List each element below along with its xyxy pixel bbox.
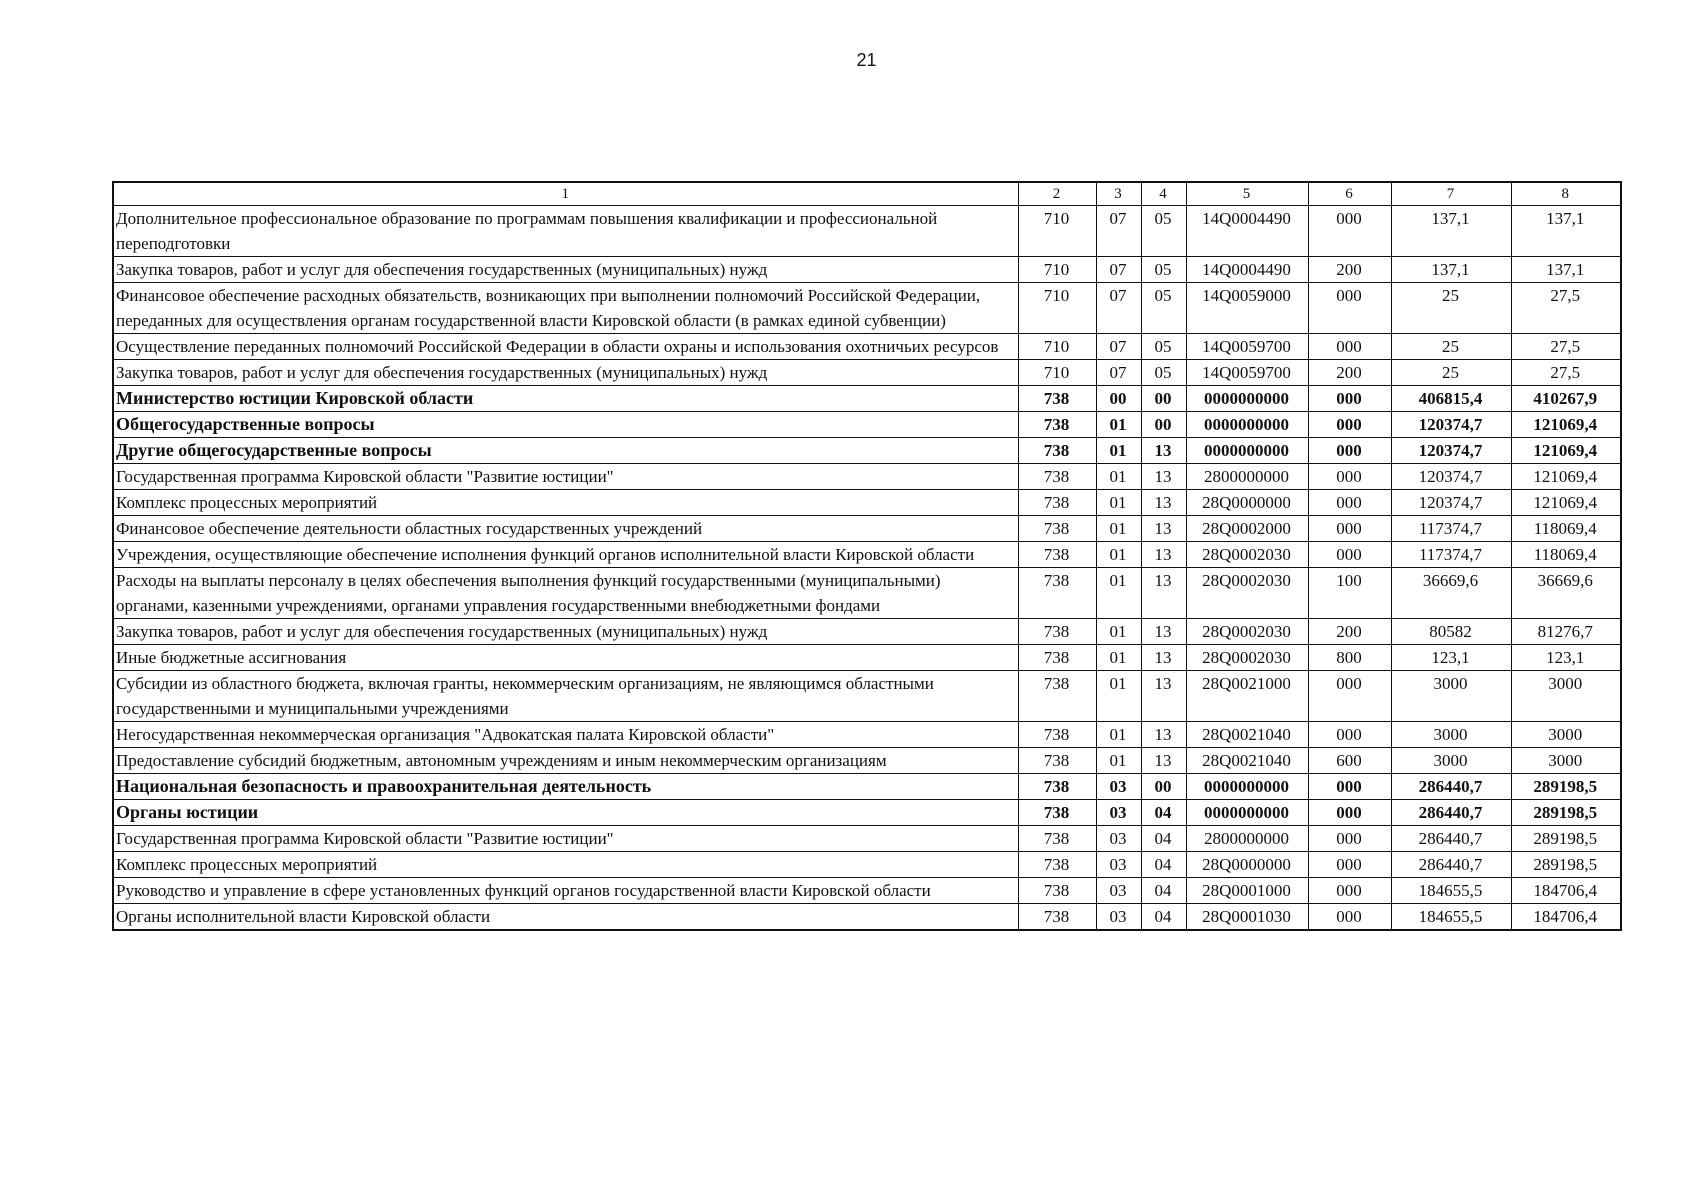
table-row: [113, 257, 1621, 283]
column-header: 8: [1511, 182, 1621, 206]
target-article-code: 28Q0002000: [1186, 516, 1308, 542]
amount-col-7: 117374,7: [1391, 542, 1511, 568]
row-name: Финансовое обеспечение деятельности областных государственных учреждений: [113, 516, 1018, 542]
amount-col-7: 3000: [1391, 671, 1511, 722]
expense-type-code: 000: [1308, 206, 1391, 257]
table-row: [113, 671, 1621, 722]
table-row: [113, 490, 1621, 516]
subsection-code: 13: [1141, 619, 1186, 645]
subsection-code: 05: [1141, 283, 1186, 334]
expense-type-code: 000: [1308, 334, 1391, 360]
target-article-code: 28Q0001030: [1186, 904, 1308, 931]
gr-code: 710: [1018, 360, 1096, 386]
target-article-code: 28Q0021000: [1186, 671, 1308, 722]
column-header: 1: [113, 182, 1018, 206]
subsection-code: 13: [1141, 438, 1186, 464]
amount-col-7: 120374,7: [1391, 490, 1511, 516]
target-article-code: 2800000000: [1186, 826, 1308, 852]
row-name: Руководство и управление в сфере установленных функций органов государственной власти Кировской области: [113, 878, 1018, 904]
subsection-code: 13: [1141, 645, 1186, 671]
gr-code: 738: [1018, 748, 1096, 774]
target-article-code: 28Q0001000: [1186, 878, 1308, 904]
target-article-code: 0000000000: [1186, 438, 1308, 464]
gr-code: 738: [1018, 438, 1096, 464]
expense-type-code: 000: [1308, 464, 1391, 490]
gr-code: 738: [1018, 671, 1096, 722]
amount-col-7: 286440,7: [1391, 826, 1511, 852]
gr-code: 738: [1018, 852, 1096, 878]
target-article-code: 2800000000: [1186, 464, 1308, 490]
table-row: [113, 878, 1621, 904]
subsection-code: 00: [1141, 386, 1186, 412]
subsection-code: 13: [1141, 490, 1186, 516]
section-code: 01: [1096, 722, 1141, 748]
column-header: 5: [1186, 182, 1308, 206]
expense-type-code: 000: [1308, 774, 1391, 800]
gr-code: 738: [1018, 619, 1096, 645]
row-name: Государственная программа Кировской области "Развитие юстиции": [113, 826, 1018, 852]
table-row: [113, 360, 1621, 386]
gr-code: 738: [1018, 878, 1096, 904]
section-code: 01: [1096, 542, 1141, 568]
target-article-code: 14Q0004490: [1186, 257, 1308, 283]
table-header-row: [113, 182, 1621, 206]
expense-type-code: 200: [1308, 619, 1391, 645]
amount-col-8: 81276,7: [1511, 619, 1621, 645]
row-name: Органы исполнительной власти Кировской области: [113, 904, 1018, 931]
table-row: [113, 283, 1621, 334]
table-row: [113, 852, 1621, 878]
amount-col-7: 25: [1391, 334, 1511, 360]
amount-col-7: 184655,5: [1391, 878, 1511, 904]
expense-type-code: 000: [1308, 490, 1391, 516]
subsection-code: 04: [1141, 826, 1186, 852]
expense-type-code: 200: [1308, 257, 1391, 283]
target-article-code: 28Q0021040: [1186, 722, 1308, 748]
target-article-code: 14Q0059700: [1186, 360, 1308, 386]
subsection-code: 04: [1141, 904, 1186, 931]
column-header: 2: [1018, 182, 1096, 206]
expense-type-code: 000: [1308, 826, 1391, 852]
row-name: Осуществление переданных полномочий Российской Федерации в области охраны и использования охотничьих ресурсов: [113, 334, 1018, 360]
expense-type-code: 000: [1308, 283, 1391, 334]
amount-col-8: 137,1: [1511, 206, 1621, 257]
section-code: 07: [1096, 206, 1141, 257]
expense-type-code: 100: [1308, 568, 1391, 619]
row-name: Комплекс процессных мероприятий: [113, 852, 1018, 878]
row-name: Негосударственная некоммерческая организация "Адвокатская палата Кировской области": [113, 722, 1018, 748]
expense-type-code: 000: [1308, 722, 1391, 748]
row-name: Комплекс процессных мероприятий: [113, 490, 1018, 516]
target-article-code: 28Q0002030: [1186, 542, 1308, 568]
target-article-code: 28Q0002030: [1186, 568, 1308, 619]
table-row: [113, 800, 1621, 826]
amount-col-7: 137,1: [1391, 257, 1511, 283]
expense-type-code: 000: [1308, 852, 1391, 878]
gr-code: 738: [1018, 645, 1096, 671]
target-article-code: 0000000000: [1186, 774, 1308, 800]
row-name: Органы юстиции: [113, 800, 1018, 826]
subsection-code: 05: [1141, 334, 1186, 360]
section-code: 07: [1096, 360, 1141, 386]
subsection-code: 13: [1141, 464, 1186, 490]
gr-code: 738: [1018, 568, 1096, 619]
gr-code: 738: [1018, 464, 1096, 490]
section-code: 03: [1096, 826, 1141, 852]
table-row: [113, 206, 1621, 257]
table-row: [113, 516, 1621, 542]
gr-code: 738: [1018, 826, 1096, 852]
row-name: Закупка товаров, работ и услуг для обеспечения государственных (муниципальных) нужд: [113, 360, 1018, 386]
row-name: Субсидии из областного бюджета, включая гранты, некоммерческим организациям, не являющимся областными государственными и муниципальными учреждениями: [113, 671, 1018, 722]
subsection-code: 04: [1141, 878, 1186, 904]
amount-col-7: 123,1: [1391, 645, 1511, 671]
amount-col-8: 137,1: [1511, 257, 1621, 283]
amount-col-7: 286440,7: [1391, 774, 1511, 800]
amount-col-8: 36669,6: [1511, 568, 1621, 619]
target-article-code: 28Q0002030: [1186, 619, 1308, 645]
expense-type-code: 000: [1308, 386, 1391, 412]
amount-col-7: 117374,7: [1391, 516, 1511, 542]
table-row: [113, 412, 1621, 438]
row-name: Закупка товаров, работ и услуг для обеспечения государственных (муниципальных) нужд: [113, 257, 1018, 283]
amount-col-7: 286440,7: [1391, 800, 1511, 826]
subsection-code: 04: [1141, 800, 1186, 826]
expense-type-code: 000: [1308, 800, 1391, 826]
section-code: 01: [1096, 671, 1141, 722]
amount-col-8: 121069,4: [1511, 412, 1621, 438]
row-name: Учреждения, осуществляющие обеспечение исполнения функций органов исполнительной власти Кировской области: [113, 542, 1018, 568]
target-article-code: 0000000000: [1186, 412, 1308, 438]
amount-col-8: 410267,9: [1511, 386, 1621, 412]
section-code: 01: [1096, 412, 1141, 438]
subsection-code: 13: [1141, 748, 1186, 774]
section-code: 03: [1096, 852, 1141, 878]
row-name: Дополнительное профессиональное образование по программам повышения квалификации и профессиональной переподготовки: [113, 206, 1018, 257]
table-row: [113, 774, 1621, 800]
amount-col-8: 27,5: [1511, 283, 1621, 334]
amount-col-7: 25: [1391, 360, 1511, 386]
row-name: Закупка товаров, работ и услуг для обеспечения государственных (муниципальных) нужд: [113, 619, 1018, 645]
subsection-code: 13: [1141, 671, 1186, 722]
target-article-code: 0000000000: [1186, 800, 1308, 826]
subsection-code: 05: [1141, 360, 1186, 386]
table-row: [113, 386, 1621, 412]
amount-col-7: 137,1: [1391, 206, 1511, 257]
row-name: Общегосударственные вопросы: [113, 412, 1018, 438]
amount-col-8: 3000: [1511, 722, 1621, 748]
subsection-code: 00: [1141, 774, 1186, 800]
amount-col-7: 120374,7: [1391, 412, 1511, 438]
expense-type-code: 000: [1308, 438, 1391, 464]
section-code: 01: [1096, 619, 1141, 645]
amount-col-8: 121069,4: [1511, 438, 1621, 464]
section-code: 01: [1096, 490, 1141, 516]
amount-col-8: 27,5: [1511, 360, 1621, 386]
table-row: [113, 826, 1621, 852]
gr-code: 710: [1018, 206, 1096, 257]
table-row: [113, 619, 1621, 645]
section-code: 03: [1096, 800, 1141, 826]
target-article-code: 14Q0059000: [1186, 283, 1308, 334]
gr-code: 738: [1018, 386, 1096, 412]
column-header: 3: [1096, 182, 1141, 206]
target-article-code: 0000000000: [1186, 386, 1308, 412]
column-header: 7: [1391, 182, 1511, 206]
amount-col-8: 118069,4: [1511, 542, 1621, 568]
amount-col-8: 289198,5: [1511, 826, 1621, 852]
amount-col-7: 25: [1391, 283, 1511, 334]
table-row: [113, 645, 1621, 671]
table-row: [113, 334, 1621, 360]
column-header: 6: [1308, 182, 1391, 206]
column-header: 4: [1141, 182, 1186, 206]
row-name: Иные бюджетные ассигнования: [113, 645, 1018, 671]
amount-col-7: 80582: [1391, 619, 1511, 645]
section-code: 03: [1096, 774, 1141, 800]
amount-col-7: 36669,6: [1391, 568, 1511, 619]
expense-type-code: 000: [1308, 904, 1391, 931]
table-row: [113, 438, 1621, 464]
subsection-code: 13: [1141, 516, 1186, 542]
expense-type-code: 000: [1308, 878, 1391, 904]
row-name: Другие общегосударственные вопросы: [113, 438, 1018, 464]
table-row: [113, 904, 1621, 931]
subsection-code: 13: [1141, 568, 1186, 619]
expense-type-code: 800: [1308, 645, 1391, 671]
section-code: 01: [1096, 464, 1141, 490]
gr-code: 710: [1018, 257, 1096, 283]
table-row: [113, 464, 1621, 490]
table-row: [113, 568, 1621, 619]
target-article-code: 14Q0004490: [1186, 206, 1308, 257]
amount-col-7: 3000: [1391, 748, 1511, 774]
expense-type-code: 200: [1308, 360, 1391, 386]
gr-code: 738: [1018, 774, 1096, 800]
subsection-code: 00: [1141, 412, 1186, 438]
gr-code: 738: [1018, 490, 1096, 516]
gr-code: 738: [1018, 542, 1096, 568]
amount-col-8: 289198,5: [1511, 800, 1621, 826]
section-code: 07: [1096, 283, 1141, 334]
expense-type-code: 000: [1308, 542, 1391, 568]
gr-code: 738: [1018, 800, 1096, 826]
section-code: 01: [1096, 645, 1141, 671]
amount-col-8: 123,1: [1511, 645, 1621, 671]
expense-type-code: 000: [1308, 671, 1391, 722]
section-code: 00: [1096, 386, 1141, 412]
amount-col-8: 118069,4: [1511, 516, 1621, 542]
target-article-code: 14Q0059700: [1186, 334, 1308, 360]
section-code: 01: [1096, 568, 1141, 619]
subsection-code: 13: [1141, 542, 1186, 568]
amount-col-8: 121069,4: [1511, 464, 1621, 490]
amount-col-8: 184706,4: [1511, 878, 1621, 904]
row-name: Финансовое обеспечение расходных обязательств, возникающих при выполнении полномочий Российской Федерации, переданных для осуществления органам государственной власти Кировской области (в рамках единой субвенции): [113, 283, 1018, 334]
amount-col-8: 3000: [1511, 748, 1621, 774]
amount-col-8: 289198,5: [1511, 852, 1621, 878]
section-code: 07: [1096, 334, 1141, 360]
amount-col-7: 120374,7: [1391, 438, 1511, 464]
amount-col-8: 289198,5: [1511, 774, 1621, 800]
gr-code: 710: [1018, 334, 1096, 360]
row-name: Национальная безопасность и правоохранительная деятельность: [113, 774, 1018, 800]
section-code: 03: [1096, 878, 1141, 904]
target-article-code: 28Q0000000: [1186, 852, 1308, 878]
gr-code: 738: [1018, 904, 1096, 931]
gr-code: 738: [1018, 516, 1096, 542]
amount-col-7: 184655,5: [1391, 904, 1511, 931]
amount-col-8: 184706,4: [1511, 904, 1621, 931]
row-name: Расходы на выплаты персоналу в целях обеспечения выполнения функций государственными (муниципальными) органами, казенными учреждениями, органами управления государственными внебюджетными фондами: [113, 568, 1018, 619]
budget-table: [112, 181, 1622, 931]
target-article-code: 28Q0000000: [1186, 490, 1308, 516]
amount-col-8: 121069,4: [1511, 490, 1621, 516]
expense-type-code: 000: [1308, 412, 1391, 438]
amount-col-7: 120374,7: [1391, 464, 1511, 490]
page-number: 21: [856, 50, 877, 70]
amount-col-8: 3000: [1511, 671, 1621, 722]
section-code: 01: [1096, 516, 1141, 542]
subsection-code: 05: [1141, 257, 1186, 283]
section-code: 07: [1096, 257, 1141, 283]
amount-col-7: 3000: [1391, 722, 1511, 748]
target-article-code: 28Q0021040: [1186, 748, 1308, 774]
row-name: Предоставление субсидий бюджетным, автономным учреждениям и иным некоммерческим организациям: [113, 748, 1018, 774]
row-name: Министерство юстиции Кировской области: [113, 386, 1018, 412]
amount-col-8: 27,5: [1511, 334, 1621, 360]
section-code: 01: [1096, 748, 1141, 774]
expense-type-code: 600: [1308, 748, 1391, 774]
expense-type-code: 000: [1308, 516, 1391, 542]
table-row: [113, 748, 1621, 774]
table-row: [113, 542, 1621, 568]
section-code: 01: [1096, 438, 1141, 464]
subsection-code: 13: [1141, 722, 1186, 748]
gr-code: 738: [1018, 722, 1096, 748]
amount-col-7: 406815,4: [1391, 386, 1511, 412]
subsection-code: 05: [1141, 206, 1186, 257]
section-code: 03: [1096, 904, 1141, 931]
subsection-code: 04: [1141, 852, 1186, 878]
gr-code: 738: [1018, 412, 1096, 438]
table-body: [113, 206, 1621, 931]
target-article-code: 28Q0002030: [1186, 645, 1308, 671]
table-row: [113, 722, 1621, 748]
amount-col-7: 286440,7: [1391, 852, 1511, 878]
row-name: Государственная программа Кировской области "Развитие юстиции": [113, 464, 1018, 490]
gr-code: 710: [1018, 283, 1096, 334]
